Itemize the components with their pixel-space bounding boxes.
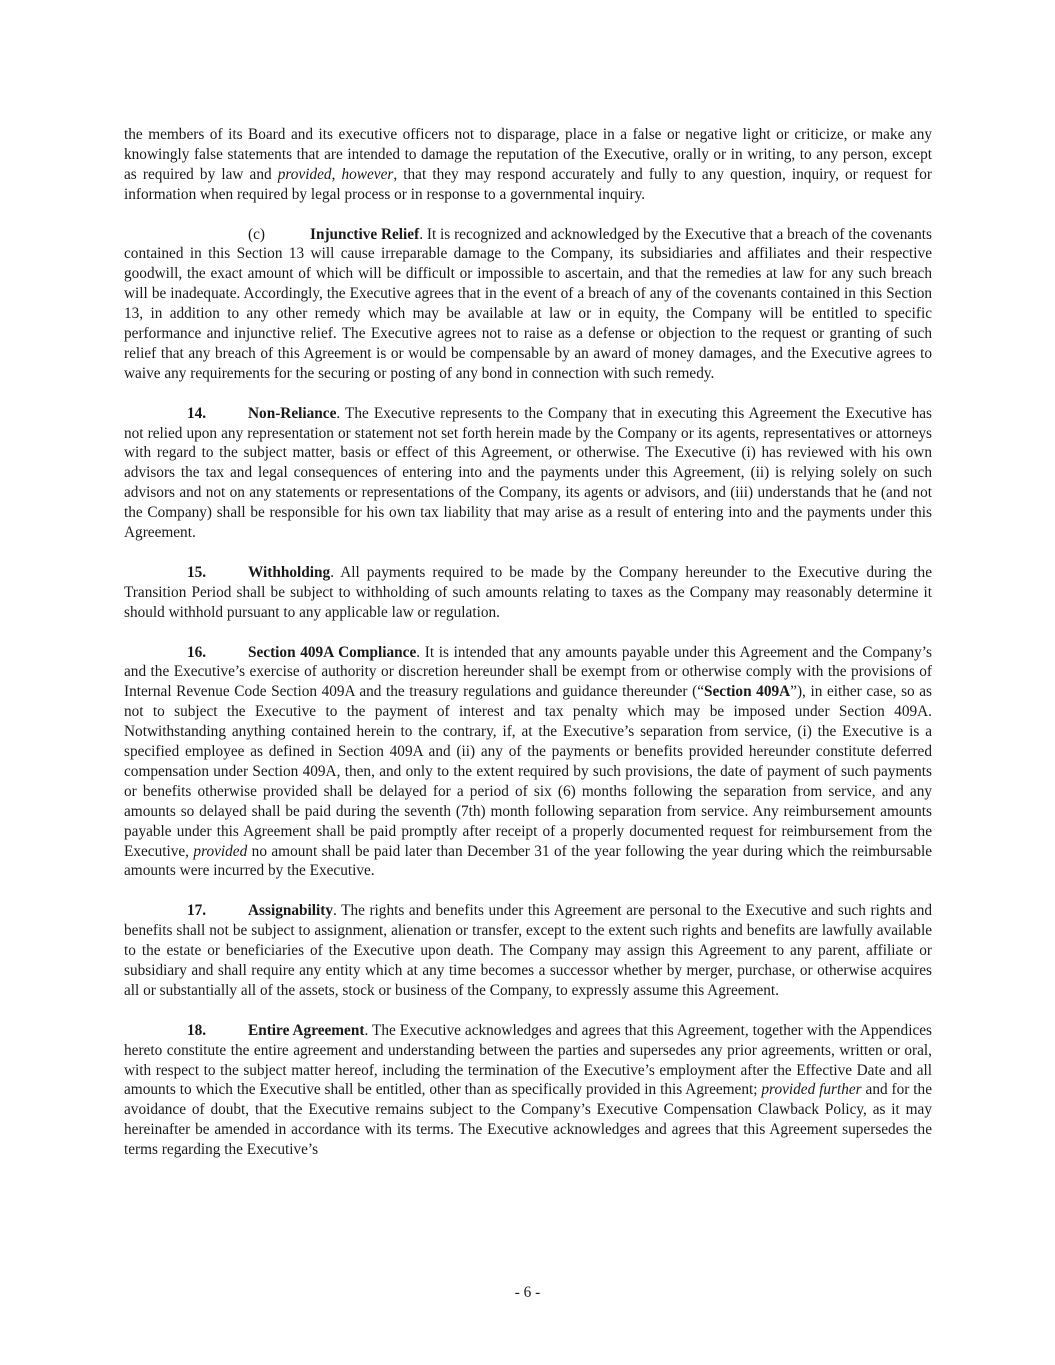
- text-run: . All payments required to be made by the Company hereunder to the Executive during the Transition Period shall be subject to withholding of such amounts relating to taxes as the Company may reasonably determine it should withhold pursuant to any applicable law or regulation.: [124, 563, 932, 621]
- paragraph-section-17: [124, 901, 932, 1001]
- text-run: the members of its Board and its executive officers not to disparage, place in a false or negative light or criticize, or make any knowingly false statements that are intended to damage the reputation of the Executive, orally or in writing, to any person, except as required by law and: [124, 126, 932, 183]
- text-run: and for the avoidance of doubt, that the Executive remains subject to the Company’s Executive Compensation Clawback Policy, as it may hereinafter be amended in accordance with its terms. The Executive acknowledges and agrees that this Agreement supersedes the terms regarding the Executive’s: [124, 1081, 932, 1159]
- subsection-label: (c): [248, 225, 265, 243]
- text-run: , that they may respond accurately and fully to any question, inquiry, or request for information when required by legal process or in response to a governmental inquiry.: [124, 165, 932, 203]
- section-heading: Withholding: [248, 563, 331, 581]
- paragraph-section-15: [124, 563, 932, 623]
- text-run: no amount shall be paid later than December 31 of the year following the year during which the reimbursable amounts were incurred by the Executive.: [124, 842, 933, 880]
- section-heading: Injunctive Relief: [310, 225, 420, 243]
- section-number: 17.: [187, 902, 207, 920]
- section-heading: Assignability: [248, 902, 334, 920]
- section-heading: Section 409A Compliance: [248, 643, 417, 661]
- text-run: ,: [331, 165, 342, 183]
- text-run: . The Executive represents to the Company that in executing this Agreement the Executive has not relied upon any representation or statement not set forth herein made by the Company or its agents, representatives or attorneys with regard to the subject matter, basis or effect of this Agreement, or otherwise. The Executive (i) has reviewed with his own advisors the tax and legal consequences of entering into and the payments under this Agreement, (ii) is relying solely on such advisors and not on any statements or representations of the Company, its agents or advisors, and (iii) understands that he (and not the Company) shall be responsible for his own tax liability that may arise as a result of entering into and the payments under this Agreement.: [124, 404, 932, 542]
- document-body: [124, 125, 932, 1180]
- text-run: . The rights and benefits under this Agreement are personal to the Executive and such rights and benefits shall not be subject to assignment, alienation or transfer, except to the extent such rights and benefits are lawfully available to the estate or beneficiaries of the Executive upon death. The Company may assign this Agreement to any parent, affiliate or subsidiary and shall require any entity which at any time becomes a successor whether by merger, purchase, or otherwise acquires all or substantially all of the assets, stock or business of the Company, to expressly assume this Agreement.: [124, 902, 932, 999]
- text-run: ”), in either case, so as not to subject the Executive to the payment of interest and tax penalty which may be imposed under Section 409A. Notwithstanding anything contained herein to the contrary, if, at the Executive’s separation from service, (i) the Executive is a specified employee as defined in Section 409A and (ii) any of the payments or benefits provided hereunder constitute deferred compensation under Section 409A, then, and only to the extent required by such provisions, the date of payment of such payments or benefits otherwise provided shall be delayed for a period of six (6) months following the separation from service, and any amounts so delayed shall be paid during the seventh (7th) month following separation from service. Any reimbursement amounts payable under this Agreement shall be paid promptly after receipt of a properly documented request for reimbursement from the Executive,: [124, 683, 933, 860]
- text-run: . The Executive acknowledges and agrees that this Agreement, together with the Appendices hereto constitute the entire agreement and understanding between the parties and supersedes any prior agreements, written or oral, with respect to the subject matter hereof, including the termination of the Executive’s employment after the Effective Date and all amounts to which the Executive shall be entitled, other than as specifically provided in this Agreement;: [124, 1021, 932, 1099]
- bold-text: Section 409A: [704, 683, 791, 701]
- section-number: 14.: [187, 404, 207, 422]
- paragraph-injunctive-relief: [124, 225, 932, 384]
- section-number: 15.: [187, 563, 207, 581]
- italic-text: provided further: [761, 1081, 862, 1099]
- paragraph-section-16: [124, 643, 932, 882]
- section-number: 16.: [187, 643, 207, 661]
- italic-text: provided: [193, 842, 248, 860]
- section-heading: Entire Agreement: [248, 1021, 365, 1039]
- paragraph-section-18: [124, 1021, 932, 1160]
- paragraph-non-disparagement-continued: [124, 125, 932, 205]
- italic-text: provided: [277, 165, 332, 183]
- text-run: . It is recognized and acknowledged by the Executive that a breach of the covenants contained in this Section 13 will cause irreparable damage to the Company, its subsidiaries and affiliates and their respective goodwill, the exact amount of which will be difficult or impossible to ascertain, and that the remedies at law for any such breach will be inadequate. Accordingly, the Executive agrees that in the event of a breach of any of the covenants contained in this Section 13, in addition to any other remedy which may be available at law or in equity, the Company will be entitled to specific performance and injunctive relief. The Executive agrees not to raise as a defense or objection to the request or granting of such relief that any breach of this Agreement is or would be compensable by an award of money damages, and the Executive agrees to waive any requirements for the securing or posting of any bond in connection with such remedy.: [124, 225, 932, 382]
- section-heading: Non-Reliance: [248, 404, 337, 422]
- page-number: - 6 -: [514, 1284, 541, 1301]
- paragraph-section-14: [124, 404, 932, 543]
- text-run: . It is intended that any amounts payable under this Agreement and the Company’s and the Executive’s exercise of authority or discretion hereunder shall be exempt from or otherwise comply with the provisions of Internal Revenue Code Section 409A and the treasury regulations and guidance thereunder (“: [124, 643, 932, 701]
- section-number: 18.: [187, 1021, 207, 1039]
- italic-text: however: [341, 165, 394, 183]
